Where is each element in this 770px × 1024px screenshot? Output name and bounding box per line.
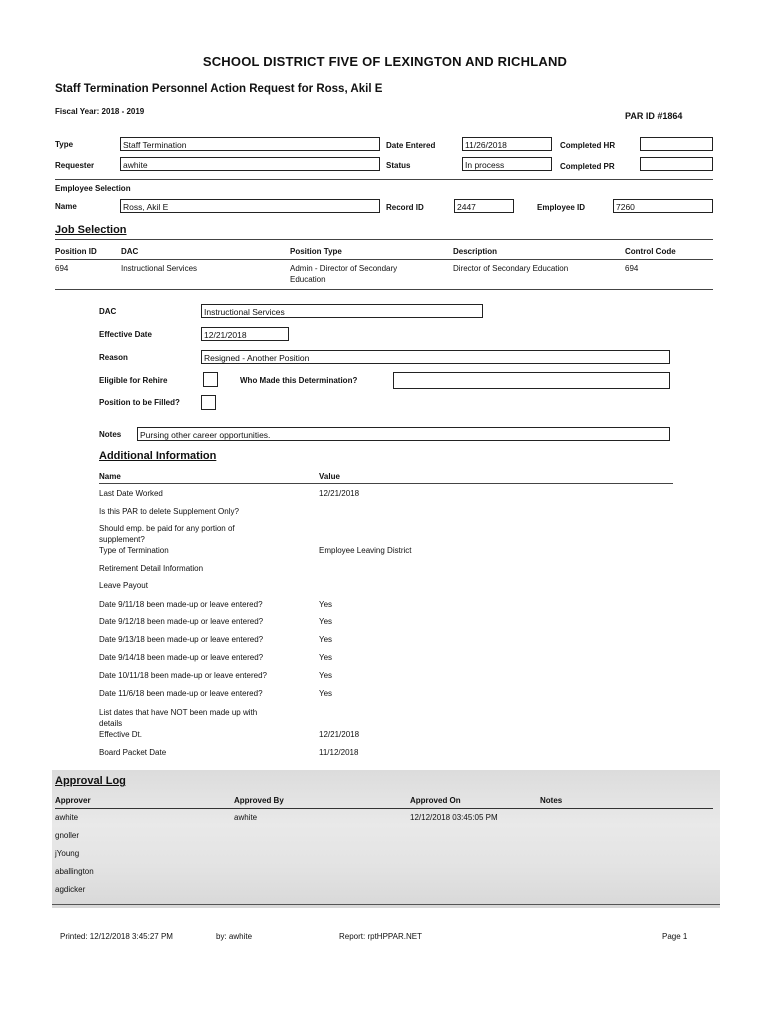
status-field[interactable]: In process — [462, 157, 552, 171]
additional-row-value: Yes — [319, 617, 333, 626]
additional-row-name: Date 9/12/18 been made-up or leave entered? — [99, 617, 264, 626]
report-name: Report: rptHPPAR.NET — [339, 932, 422, 941]
additional-value-col: Value — [319, 472, 340, 481]
approval-approver: gnoller — [55, 831, 80, 840]
additional-row-name: details — [99, 719, 123, 728]
employee-id-field[interactable]: 7260 — [613, 199, 713, 213]
approval-approver: awhite — [55, 813, 79, 822]
name-label: Name — [55, 202, 77, 211]
additional-row-name: Retirement Detail Information — [99, 564, 204, 573]
reason-label: Reason — [99, 353, 128, 362]
page-number: Page 1 — [662, 932, 688, 941]
additional-row-name: Effective Dt. — [99, 730, 142, 739]
col-description: Description — [453, 247, 498, 256]
col-approver: Approver — [55, 796, 91, 805]
additional-row-name: Type of Termination — [99, 546, 169, 555]
additional-row-name: Is this PAR to delete Supplement Only? — [99, 507, 239, 516]
completed-hr-field[interactable] — [640, 137, 713, 151]
position-filled-label: Position to be Filled? — [99, 398, 180, 407]
approval-approved-by: awhite — [234, 813, 258, 822]
effective-date-label: Effective Date — [99, 330, 152, 339]
additional-row-value: 11/12/2018 — [319, 748, 359, 757]
job-position-type-line1: Admin - Director of Secondary — [290, 264, 398, 273]
record-id-field[interactable]: 2447 — [454, 199, 514, 213]
divider — [99, 483, 673, 484]
par-id: PAR ID #1864 — [625, 111, 683, 121]
additional-row-name: Last Date Worked — [99, 489, 163, 498]
additional-row-value: Yes — [319, 600, 333, 609]
status-label: Status — [386, 161, 411, 170]
additional-row-name: Leave Payout — [99, 581, 148, 590]
eligible-rehire-checkbox[interactable] — [203, 372, 218, 387]
col-dac: DAC — [121, 247, 139, 256]
divider — [55, 179, 713, 180]
additional-row-name: Date 11/6/18 been made-up or leave entered? — [99, 689, 263, 698]
who-made-field[interactable] — [393, 372, 670, 389]
employee-id-label: Employee ID — [537, 203, 586, 212]
col-approved-by: Approved By — [234, 796, 284, 805]
additional-row-name: Date 9/14/18 been made-up or leave entered? — [99, 653, 264, 662]
completed-hr-label: Completed HR — [560, 141, 616, 150]
additional-row-value: Yes — [319, 689, 333, 698]
approval-approved-on: 12/12/2018 03:45:05 PM — [410, 813, 498, 822]
additional-row-name: List dates that have NOT been made up with — [99, 708, 258, 717]
effective-date-field[interactable]: 12/21/2018 — [201, 327, 289, 341]
divider — [55, 289, 713, 290]
requester-label: Requester — [55, 161, 95, 170]
col-approved-on: Approved On — [410, 796, 461, 805]
additional-row-name: supplement? — [99, 535, 145, 544]
name-field[interactable]: Ross, Akil E — [120, 199, 380, 213]
approval-approver: agdicker — [55, 885, 86, 894]
who-made-label: Who Made this Determination? — [240, 376, 358, 385]
divider — [52, 904, 720, 905]
completed-pr-field[interactable] — [640, 157, 713, 171]
printed-by: by: awhite — [216, 932, 253, 941]
col-position-id: Position ID — [55, 247, 97, 256]
date-entered-field[interactable]: 11/26/2018 — [462, 137, 552, 151]
additional-row-name: Board Packet Date — [99, 748, 167, 757]
additional-row-value: Employee Leaving District — [319, 546, 412, 555]
job-selection-heading: Job Selection — [55, 224, 127, 236]
approval-scan-shading — [52, 770, 720, 908]
col-control-code: Control Code — [625, 247, 676, 256]
record-id-label: Record ID — [386, 203, 424, 212]
dac-label: DAC — [99, 307, 117, 316]
additional-row-value: 12/21/2018 — [319, 730, 360, 739]
job-position-id[interactable]: 694 — [55, 264, 69, 273]
divider — [55, 239, 713, 240]
eligible-rehire-label: Eligible for Rehire — [99, 376, 168, 385]
col-position-type: Position Type — [290, 247, 342, 256]
type-label: Type — [55, 140, 74, 149]
dac-field[interactable]: Instructional Services — [201, 304, 483, 318]
printed-timestamp: Printed: 12/12/2018 3:45:27 PM — [60, 932, 173, 941]
additional-row-name: Date 9/13/18 been made-up or leave entered? — [99, 635, 264, 644]
type-field[interactable]: Staff Termination — [120, 137, 380, 151]
col-notes: Notes — [540, 796, 563, 805]
requester-field[interactable]: awhite — [120, 157, 380, 171]
reason-field[interactable]: Resigned - Another Position — [201, 350, 670, 364]
notes-field[interactable]: Pursing other career opportunities. — [137, 427, 670, 441]
additional-row-value: Yes — [319, 653, 333, 662]
additional-row-value: 12/21/2018 — [319, 489, 360, 498]
approval-approver: jYoung — [55, 849, 80, 858]
job-description: Director of Secondary Education — [453, 264, 569, 273]
additional-row-value: Yes — [319, 671, 333, 680]
approval-log-heading: Approval Log — [55, 775, 126, 787]
completed-pr-label: Completed PR — [560, 162, 615, 171]
district-title: SCHOOL DISTRICT FIVE OF LEXINGTON AND RICHLAND — [202, 54, 568, 69]
fiscal-year: Fiscal Year: 2018 - 2019 — [55, 107, 145, 116]
additional-row-name: Should emp. be paid for any portion of — [99, 524, 235, 533]
position-filled-checkbox[interactable] — [201, 395, 216, 410]
additional-info-heading: Additional Information — [99, 450, 217, 462]
approval-approver: aballington — [55, 867, 94, 876]
job-dac: Instructional Services — [121, 264, 198, 273]
divider — [55, 808, 713, 809]
additional-row-name: Date 9/11/18 been made-up or leave entered? — [99, 600, 263, 609]
request-title: Staff Termination Personnel Action Request for Ross, Akil E — [55, 83, 383, 95]
notes-label: Notes — [99, 430, 122, 439]
job-control-code: 694 — [625, 264, 639, 273]
date-entered-label: Date Entered — [386, 141, 436, 150]
divider — [55, 259, 713, 260]
employee-selection-label: Employee Selection — [55, 184, 131, 193]
additional-name-col: Name — [99, 472, 121, 481]
additional-row-value: Yes — [319, 635, 333, 644]
additional-row-name: Date 10/11/18 been made-up or leave entered? — [99, 671, 267, 680]
job-position-type-line2: Education — [290, 275, 326, 284]
